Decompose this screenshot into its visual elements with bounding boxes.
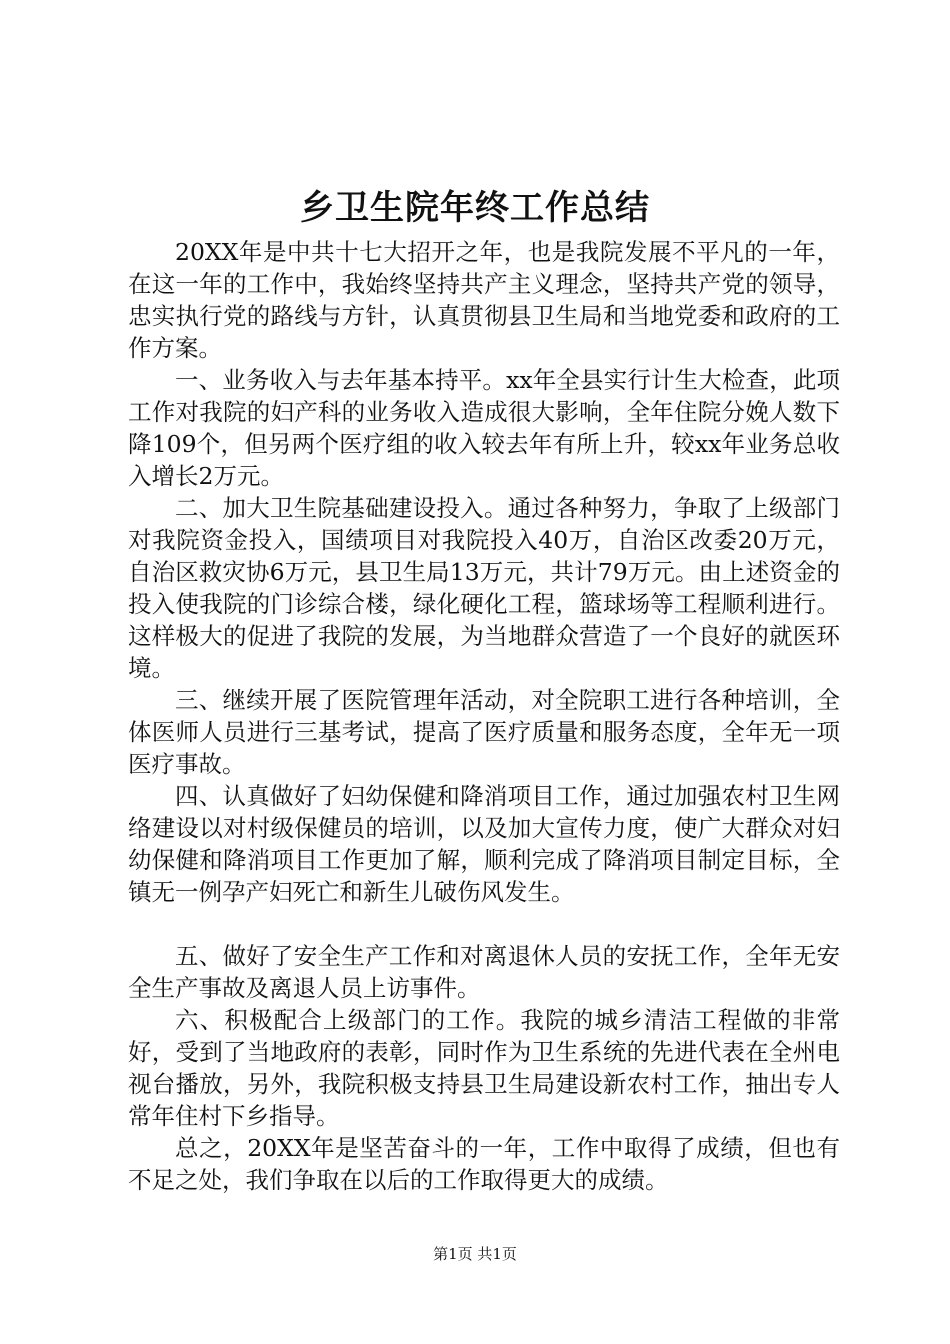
paragraph-2: 二、加大卫生院基础建设投入。通过各种努力，争取了上级部门对我院资金投入，国绩项目对我院投入40万，自治区改委20万元，自治区救灾协6万元，县卫生局13万元，共计79万元。由上述资金的投入使我院的门诊综合楼，绿化硬化工程，篮球场等工程顺利进行。这样极大的促进了我院的发展，为当地群众营造了一个良好的就医环境。 [128,494,840,682]
page-number-footer: 第1页 共1页 [433,1245,517,1263]
document-body [128,236,840,1196]
paragraph-5: 五、做好了安全生产工作和对离退休人员的安抚工作，全年无安全生产事故及离退人员上访事件。 [128,942,840,1002]
paragraph-intro: 20XX年是中共十七大招开之年，也是我院发展不平凡的一年，在这一年的工作中，我始终坚持共产主义理念，坚持共产党的领导，忠实执行党的路线与方针，认真贯彻县卫生局和当地党委和政府的工作方案。 [128,238,840,362]
document-title: 乡卫生院年终工作总结 [300,188,650,228]
paragraph-1: 一、业务收入与去年基本持平。xx年全县实行计生大检查，此项工作对我院的妇产科的业务收入造成很大影响，全年住院分娩人数下降109个，但另两个医疗组的收入较去年有所上升，较xx年业务总收入增长2万元。 [128,366,840,490]
paragraph-6: 六、积极配合上级部门的工作。我院的城乡清洁工程做的非常好，受到了当地政府的表彰，同时作为卫生系统的先进代表在全州电视台播放，另外，我院积极支持县卫生局建设新农村工作，抽出专人常年住村下乡指导。 [128,1006,840,1130]
paragraph-3: 三、继续开展了医院管理年活动，对全院职工进行各种培训，全体医师人员进行三基考试，提高了医疗质量和服务态度，全年无一项医疗事故。 [128,686,840,778]
paragraph-conclusion: 总之，20XX年是坚苦奋斗的一年，工作中取得了成绩，但也有不足之处，我们争取在以后的工作取得更大的成绩。 [128,1134,840,1194]
paragraph-4: 四、认真做好了妇幼保健和降消项目工作，通过加强农村卫生网络建设以对村级保健员的培训，以及加大宣传力度，使广大群众对妇幼保健和降消项目工作更加了解，顺利完成了降消项目制定目标，全镇无一例孕产妇死亡和新生儿破伤风发生。 [128,782,840,906]
